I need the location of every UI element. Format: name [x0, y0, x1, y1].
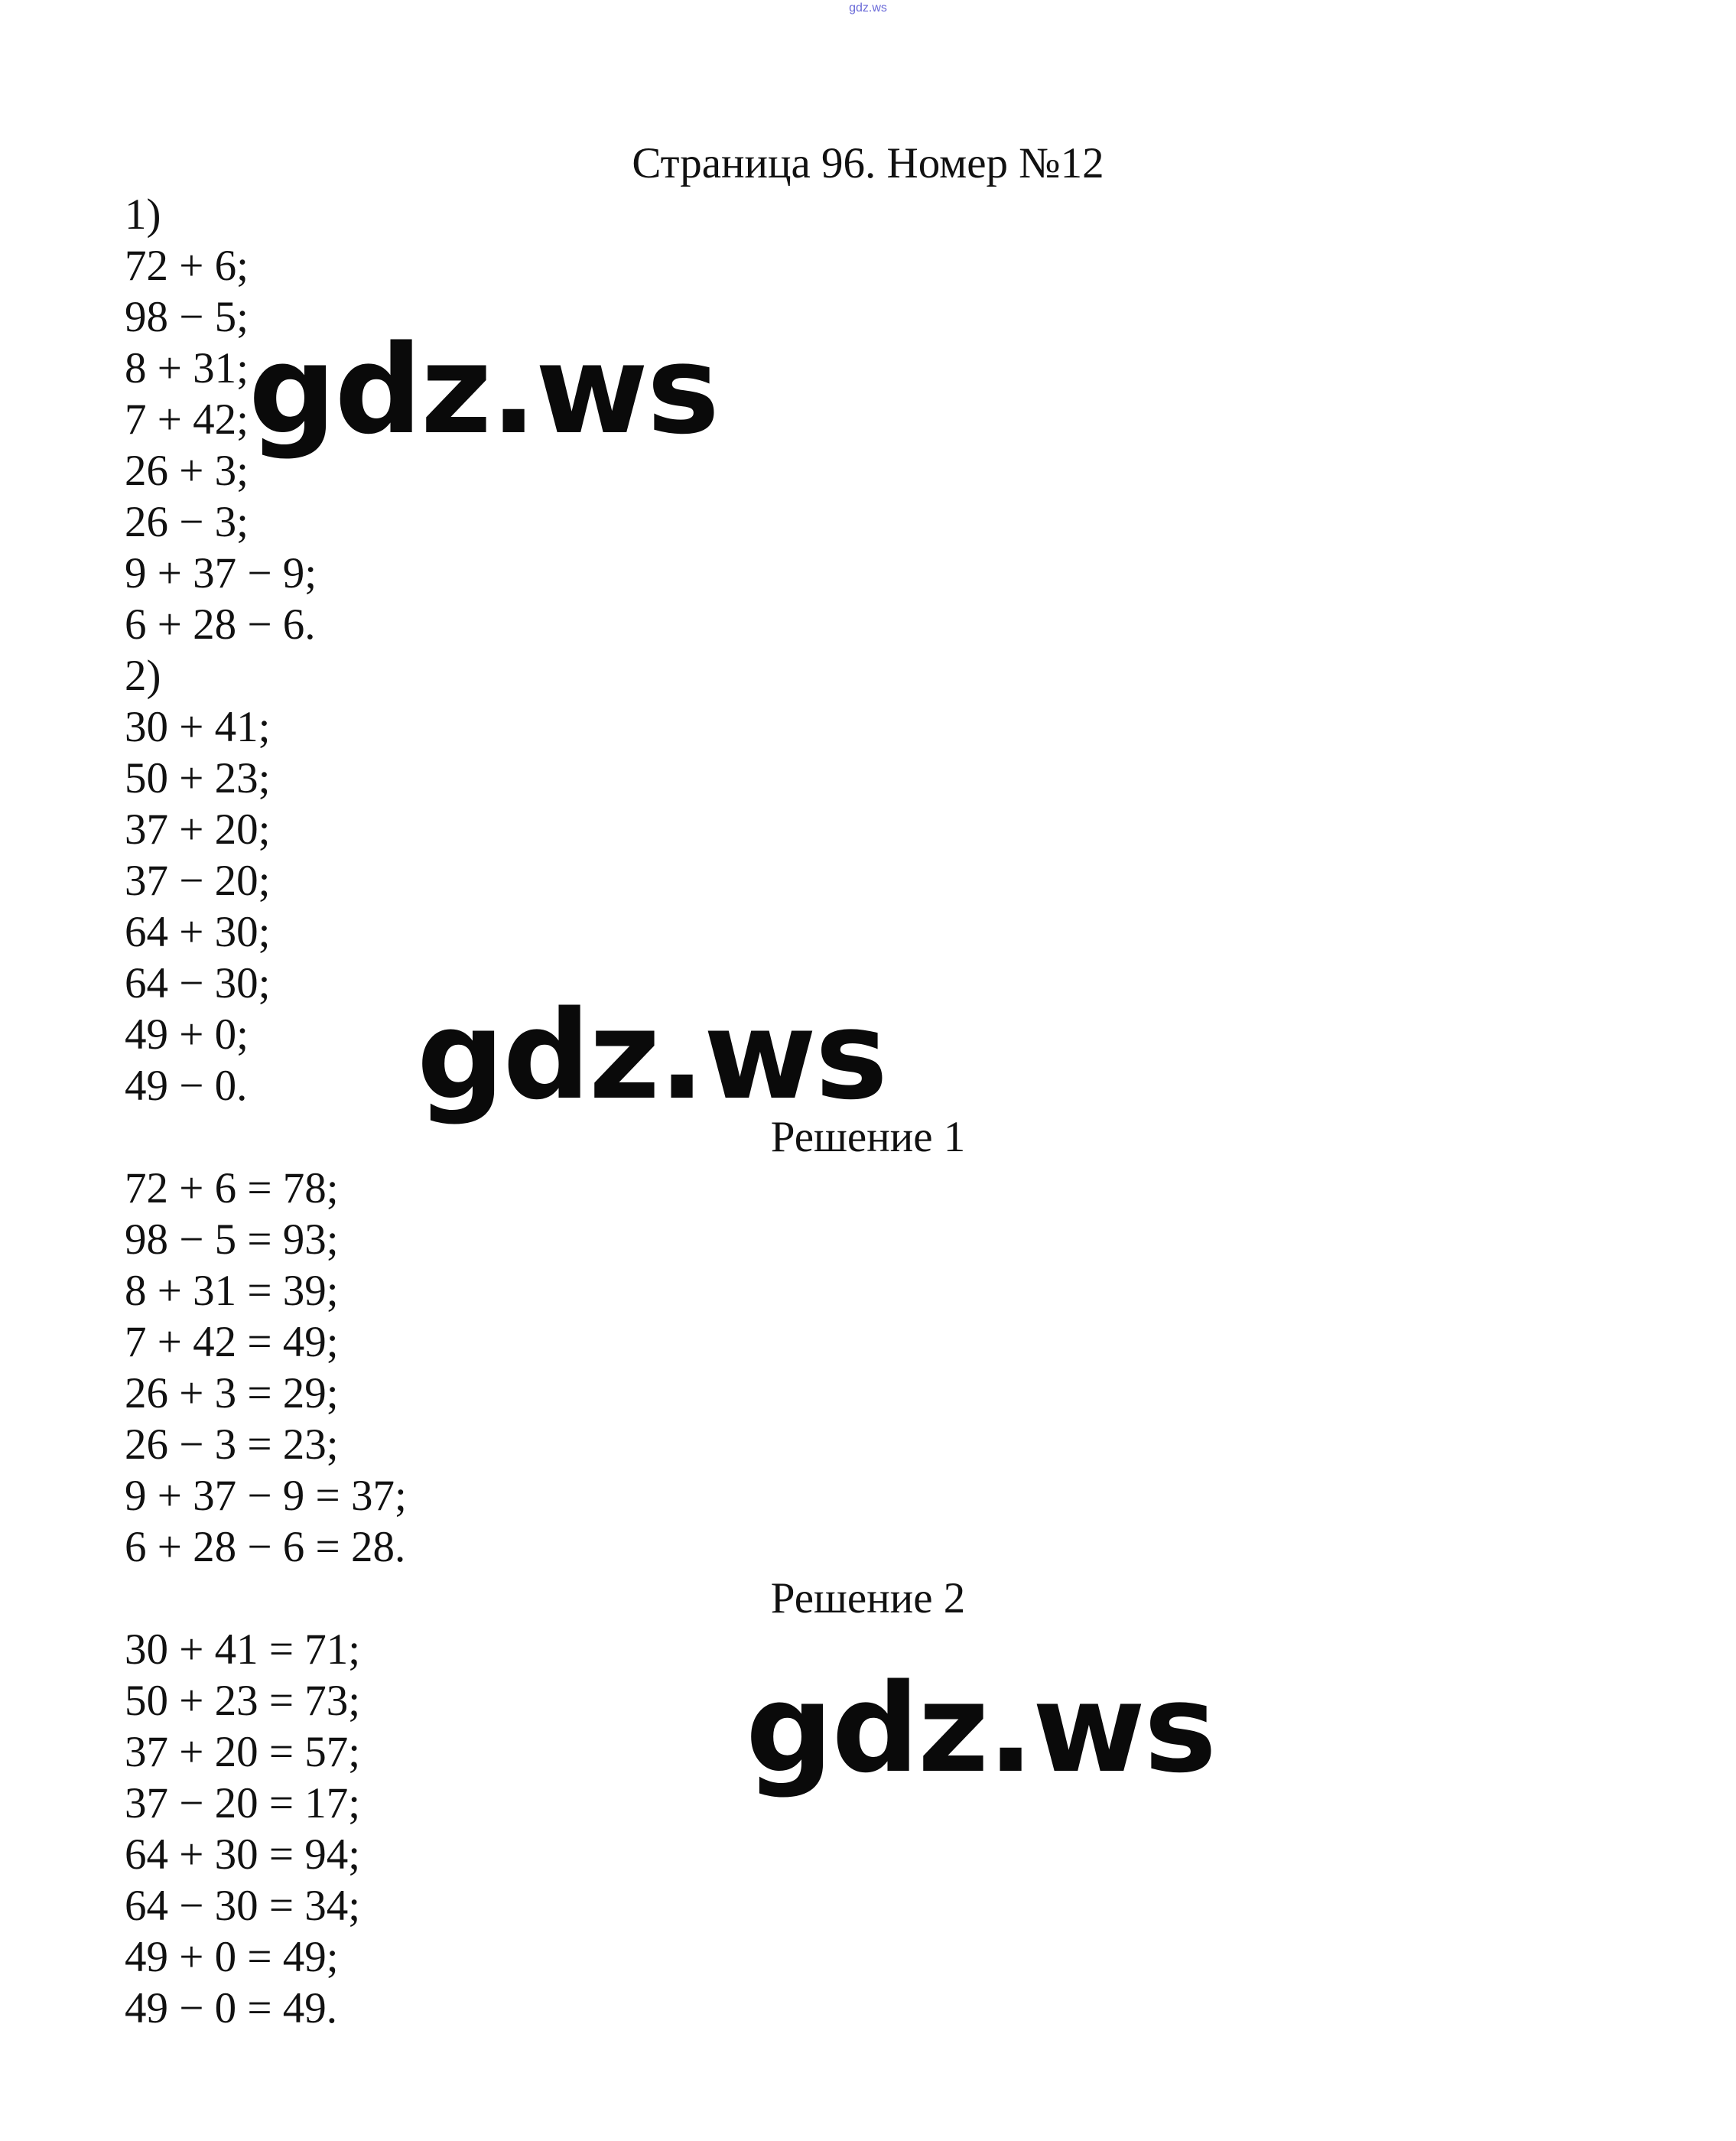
solution1-heading: Решение 1	[770, 1113, 966, 1161]
solution-line: 49 − 0 = 49.	[125, 1984, 338, 2032]
task-line: 49 + 0;	[125, 1010, 249, 1059]
part1-label: 1)	[125, 190, 161, 239]
watermark-logo: gdz.ws	[417, 984, 887, 1127]
solution-line: 37 + 20 = 57;	[125, 1728, 361, 1776]
watermark-logo: gdz.ws	[249, 318, 719, 461]
solution-line: 49 + 0 = 49;	[125, 1933, 339, 1981]
solution-line: 26 − 3 = 23;	[125, 1420, 339, 1469]
task-line: 9 + 37 − 9;	[125, 549, 317, 597]
task-line: 64 − 30;	[125, 959, 271, 1007]
page-title: Страница 96. Номер №12	[632, 139, 1104, 187]
solution-line: 9 + 37 − 9 = 37;	[125, 1472, 407, 1520]
task-line: 7 + 42;	[125, 395, 249, 444]
task-line: 64 + 30;	[125, 908, 271, 956]
task-line: 98 − 5;	[125, 293, 249, 341]
header-watermark: gdz.ws	[849, 2, 887, 15]
solution1-block	[125, 1163, 407, 1573]
watermark-logo: gdz.ws	[746, 1657, 1216, 1800]
task-line: 50 + 23;	[125, 754, 271, 802]
task-line: 6 + 28 − 6.	[125, 600, 316, 649]
solution-line: 7 + 42 = 49;	[125, 1318, 339, 1366]
task-line: 26 + 3;	[125, 447, 249, 495]
part2-label: 2)	[125, 652, 161, 700]
solution-line: 6 + 28 − 6 = 28.	[125, 1523, 406, 1571]
solution-line: 50 + 23 = 73;	[125, 1677, 361, 1725]
solution-line: 64 + 30 = 94;	[125, 1830, 361, 1879]
solution-line: 72 + 6 = 78;	[125, 1164, 339, 1212]
solution-line: 26 + 3 = 29;	[125, 1369, 339, 1417]
solution2-heading: Решение 2	[770, 1574, 966, 1622]
task-line: 37 + 20;	[125, 805, 271, 854]
task-line: 49 − 0.	[125, 1062, 248, 1110]
solution-line: 8 + 31 = 39;	[125, 1267, 339, 1315]
solution-line: 37 − 20 = 17;	[125, 1779, 361, 1827]
task-line: 37 − 20;	[125, 857, 271, 905]
task-line: 72 + 6;	[125, 242, 249, 290]
solution-line: 64 − 30 = 34;	[125, 1882, 361, 1930]
task-line: 30 + 41;	[125, 703, 271, 751]
solution2-block	[125, 1624, 360, 2034]
task-part2	[125, 650, 270, 1111]
solution-line: 30 + 41 = 71;	[125, 1625, 361, 1674]
task-line: 26 − 3;	[125, 498, 249, 546]
task-line: 8 + 31;	[125, 344, 249, 392]
solution-line: 98 − 5 = 93;	[125, 1215, 339, 1264]
